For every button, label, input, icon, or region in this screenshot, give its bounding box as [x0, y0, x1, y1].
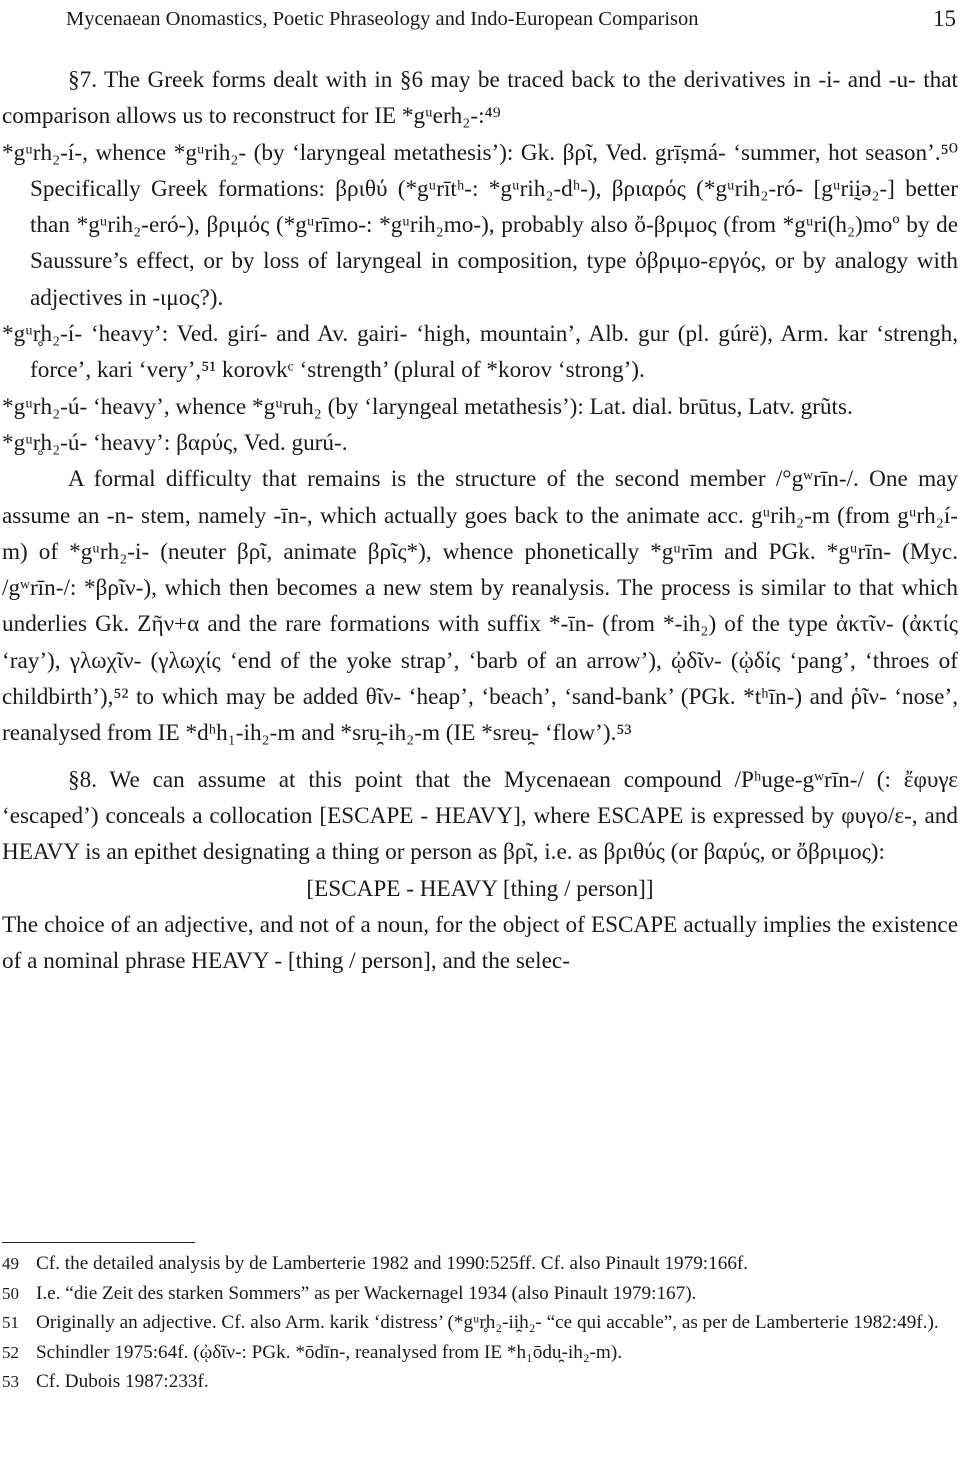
footnote-number: 49 — [2, 1254, 19, 1273]
footnote-52 — [2, 1338, 958, 1368]
page-number: 15 — [933, 6, 956, 31]
footnote-text: Schindler 1975:64f. (ᾠδῖν-: PGk. *ōdīn-, reanalysed from IE *h₁ōdu̯-ih₂-m). — [36, 1341, 623, 1363]
footnote-50 — [2, 1279, 958, 1309]
footnote-text: Cf. Dubois 1987:233f. — [36, 1371, 209, 1393]
running-header — [66, 4, 956, 34]
reconstruction-grh2u-heavy: *gᵘr̥h₂-ú- ‘heavy’: βαρύς, Ved. gurú-. — [2, 429, 348, 456]
paragraph-adjective-choice: The choice of an adjective, and not of a noun, for the object of ESCAPE actually implies the existence of a nominal phrase HEAVY - [thing / person], and the selec- — [2, 911, 958, 975]
footnote-rule — [2, 1242, 195, 1243]
running-title: Mycenaean Onomastics, Poetic Phraseology and Indo-European Comparison — [66, 8, 699, 30]
footnote-number: 52 — [2, 1342, 19, 1362]
footnote-number: 53 — [2, 1372, 19, 1392]
reconstruction-grih2i: *gᵘrh₂-í-, whence *gᵘrih₂- (by ‘laryngeal metathesis’): Gk. βρῖ, Ved. grīṣmá- ‘summer, hot season’.⁵⁰ Specifically Greek formations: βριθύ (*gᵘrītʰ-: *gᵘrih₂-dʰ-), βριαρός (*gᵘrih₂-ró- [gᵘriḭə₂-] better than *gᵘrih₂-eró-), βριμός (*gᵘrīmo-: *gᵘrih₂mo-), probably also ὄ-βριμος (from *gᵘri(h₂)moº by de Saussure’s effect, or by loss of laryngeal in composition, type ὀβριμο-εργός, or by analogy with adjectives in -ιμος?). — [2, 139, 958, 311]
footnotes — [2, 1249, 958, 1397]
paragraph-section-8: §8. We can assume at this point that the Mycenaean compound /Pʰuge-gʷrīn-/ (: ἔφυγε ‘escaped’) conceals a collocation [ESCAPE - HEAVY], where ESCAPE is expressed by φυγο/ε-, and HEAVY is an epithet designating a thing or person as βρῖ, i.e. as βριθύς (or βαρύς, or ὄβριμος): — [2, 766, 958, 866]
reconstruction-grh2u: *gᵘrh₂-ú- ‘heavy’, whence *gᵘruh₂ (by ‘laryngeal metathesis’): Lat. dial. brūtus, Latv. grũts. — [2, 393, 853, 420]
footnote-text: Cf. the detailed analysis by de Lamberterie 1982 and 1990:525ff. Cf. also Pinault 1979:166f. — [36, 1253, 749, 1274]
footnote-number: 50 — [2, 1283, 19, 1303]
collocation-formula: [ESCAPE - HEAVY [thing / person]] — [306, 875, 654, 902]
paragraph-formal-difficulty: A formal difficulty that remains is the structure of the second member /°gʷrīn-/. One may assume an -n- stem, namely -īn-, which actually goes back to the animate acc. gᵘrih₂-m (from gᵘrh₂í-m) of *gᵘrh₂-i- (neuter βρῖ, animate βρῖς*), whence phonetically *gᵘrīm and PGk. *gᵘrīn- (Myc. /gʷrīn-/: *βρῖν-), which then becomes a new stem by reanalysis. The process is similar to that which underlies Gk. Ζῆν+α and the rare formations with suffix *-īn- (from *-ih₂) of the type ἀκτῖν- (ἀκτίς ‘ray’), γλωχῖν- (γλωχίς ‘end of the yoke strap’, ‘barb of an arrow’), ᾠδῖν- (ᾠδίς ‘pang’, ‘throes of childbirth’),⁵² to which may be added θῖν- ‘heap’, ‘beach’, ‘sand-bank’ (PGk. *tʰīn-) and ῥῖν- ‘nose’, reanalysed from IE *dʰh₁-ih₂-m and *sru̯-ih₂-m (IE *sreu̯- ‘flow’).⁵³ — [2, 466, 958, 747]
footnote-text: I.e. “die Zeit des starken Sommers” as per Wackernagel 1934 (also Pinault 1979:167). — [36, 1282, 697, 1304]
footnote-text: Originally an adjective. Cf. also Arm. karik ‘distress’ (*gᵘr̥h₂-ii̯h₂- “ce qui accable”, as per de Lamberterie 1982:49f.). — [36, 1312, 939, 1334]
footnote-53 — [2, 1367, 958, 1397]
reconstruction-grh2i-heavy: *gᵘr̥h₂-í- ‘heavy’: Ved. girí- and Av. gairi- ‘high, mountain’, Alb. gur (pl. gúrë), Arm. kar ‘strengh, force’, kari ‘very’,⁵¹ korovkᶜ ‘strength’ (plural of *korov ‘strong’). — [2, 321, 958, 384]
footnote-number: 51 — [2, 1313, 19, 1333]
footnote-49 — [2, 1249, 958, 1279]
main-text — [2, 62, 958, 979]
paragraph-section-7: §7. The Greek forms dealt with in §6 may be traced back to the derivatives in -i- and -u- that comparison allows us to reconstruct for IE *gᵘerh₂-:⁴⁹ — [2, 67, 958, 130]
footnote-51 — [2, 1308, 958, 1338]
